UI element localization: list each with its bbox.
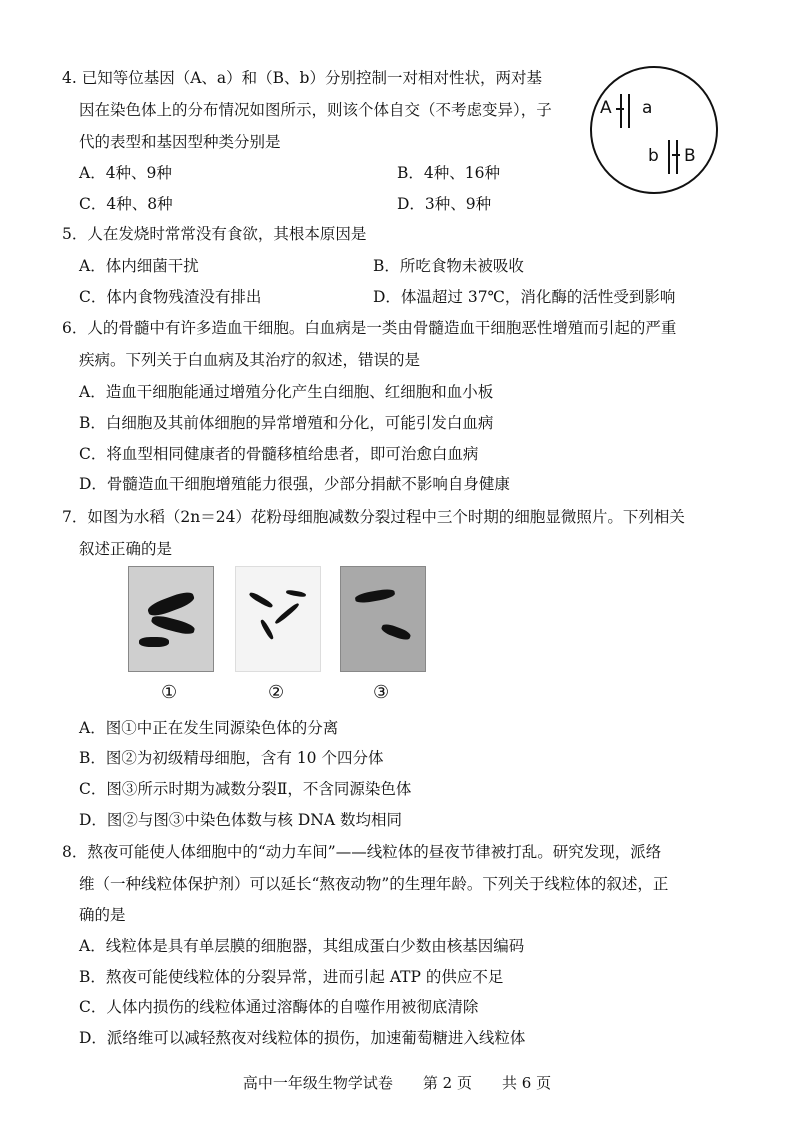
q5-option-a: A．体内细菌干扰 (79, 257, 199, 275)
allele-a-label: a (642, 98, 653, 118)
q4-stem-line1: 4. 已知等位基因（A、a）和（B、b）分别控制一对相对性状，两对基 (62, 69, 542, 87)
q6-option-b: B．白细胞及其前体细胞的异常增殖和分化，可能引发白血病 (79, 414, 494, 432)
q8-option-c: C．人体内损伤的线粒体通过溶酶体的自噬作用被彻底清除 (79, 998, 479, 1016)
q5-option-b: B．所吃食物未被吸收 (373, 257, 524, 275)
allele-A-label: A (600, 98, 612, 118)
q8-option-d: D．派络维可以减轻熬夜对线粒体的损伤，加速葡萄糖进入线粒体 (79, 1029, 526, 1047)
micrograph-label-1: ① (161, 682, 178, 703)
q7-option-d: D．图②与图③中染色体数与核 DNA 数均相同 (79, 811, 402, 829)
q6-option-a: A．造血干细胞能通过增殖分化产生白细胞、红细胞和血小板 (79, 383, 494, 401)
q8-option-b: B．熬夜可能使线粒体的分裂异常，进而引起 ATP 的供应不足 (79, 968, 504, 986)
locus-mark-A (616, 108, 624, 110)
chromosome-left-2 (628, 94, 630, 128)
q8-stem-line1: 8．熬夜可能使人体细胞中的“动力车间”——线粒体的昼夜节律被打乱。研究发现，派络 (62, 843, 662, 861)
q4-option-b: B．4种、16种 (397, 164, 500, 182)
chromosome-right-2 (676, 140, 678, 174)
micrograph-label-2: ② (268, 682, 285, 703)
micrograph-2 (235, 566, 321, 672)
q4-option-a: A．4种、9种 (79, 164, 172, 182)
q6-option-c: C．将血型相同健康者的骨髓移植给患者，即可治愈白血病 (79, 445, 479, 463)
q6-stem-line1: 6．人的骨髓中有许多造血干细胞。白血病是一类由骨髓造血干细胞恶性增殖而引起的严重 (62, 319, 677, 337)
allele-b-label: b (648, 146, 659, 166)
q4-stem-line2: 因在染色体上的分布情况如图所示，则该个体自交（不考虑变异），子 (79, 101, 552, 119)
q5-option-c: C．体内食物残渣没有排出 (79, 288, 262, 306)
q6-stem-line2: 疾病。下列关于白血病及其治疗的叙述，错误的是 (79, 351, 421, 369)
micrograph-label-3: ③ (373, 682, 390, 703)
locus-mark-B (672, 154, 680, 156)
q7-stem-line2: 叙述正确的是 (79, 540, 173, 558)
q5-stem: 5．人在发烧时常常没有食欲，其根本原因是 (62, 225, 367, 243)
micrograph-1 (128, 566, 214, 672)
q8-stem-line3: 确的是 (79, 906, 126, 924)
chromosome-right-1 (668, 140, 670, 174)
q8-option-a: A．线粒体是具有单层膜的细胞器，其组成蛋白少数由核基因编码 (79, 937, 525, 955)
q7-option-b: B．图②为初级精母细胞，含有 10 个四分体 (79, 749, 384, 767)
q7-option-c: C．图③所示时期为减数分裂Ⅱ，不含同源染色体 (79, 780, 412, 798)
q7-option-a: A．图①中正在发生同源染色体的分离 (79, 719, 339, 737)
q7-stem-line1: 7．如图为水稻（2n＝24）花粉母细胞减数分裂过程中三个时期的细胞显微照片。下列相关 (62, 508, 685, 526)
micrograph-3 (340, 566, 426, 672)
chromosome-left-1 (620, 94, 622, 128)
chromosome-diagram (590, 66, 718, 194)
q6-option-d: D．骨髓造血干细胞增殖能力很强，少部分捐献不影响自身健康 (79, 475, 510, 493)
q4-option-d: D．3种、9种 (397, 195, 492, 213)
allele-B-label: B (684, 146, 696, 166)
q5-option-d: D．体温超过 37℃，消化酶的活性受到影响 (373, 288, 676, 306)
page-footer: 高中一年级生物学试卷 第 2 页 共 6 页 (242, 1074, 552, 1092)
q8-stem-line2: 维（一种线粒体保护剂）可以延长“熬夜动物”的生理年龄。下列关于线粒体的叙述，正 (79, 875, 669, 893)
q4-option-c: C．4种、8种 (79, 195, 173, 213)
q4-stem-line3: 代的表型和基因型种类分别是 (79, 133, 281, 151)
